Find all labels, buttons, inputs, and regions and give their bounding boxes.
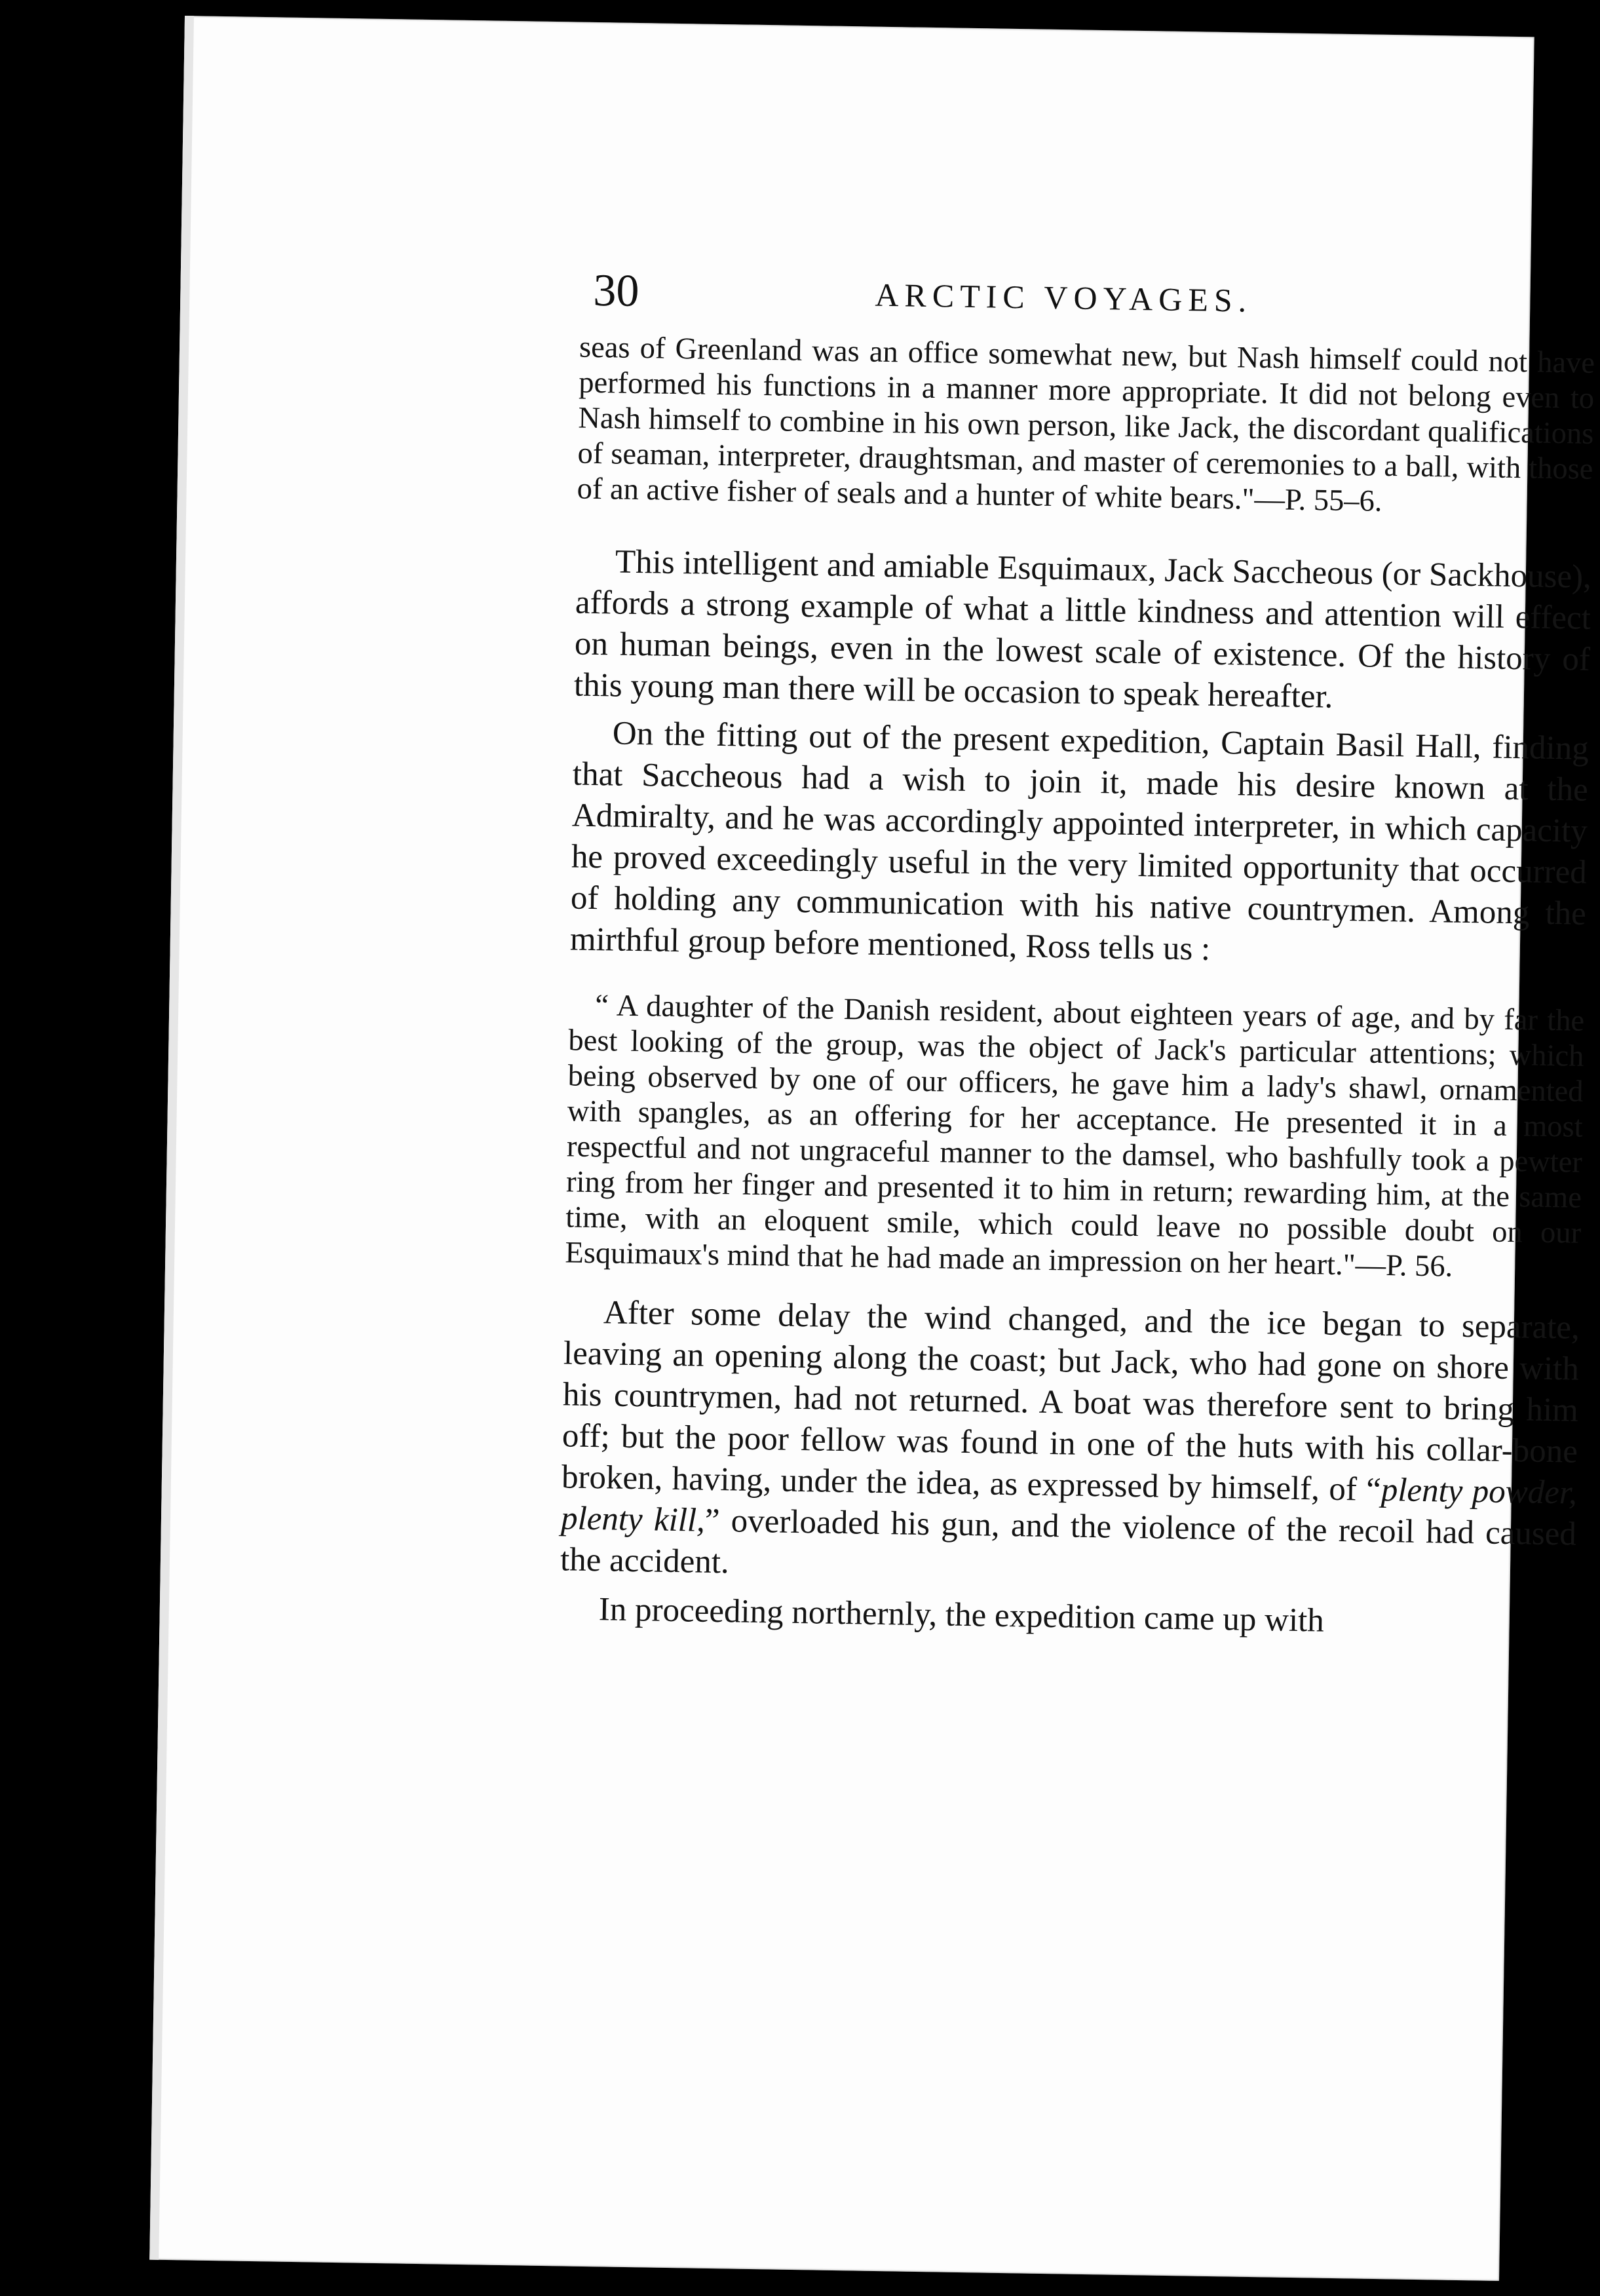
book-page [149,16,1595,2281]
paragraph-expedition: On the fitting out of the present expedition, Captain Basil Hall, finding that Saccheous had a wish to join it, made his desire known at the Admiralty, and he was accordingly appointed interpreter, in which capacity he proved exceedingly useful in the very limited opportunity that occurred of holding any communication with his native countrymen. Among the mirthful group before mentioned, Ross tells us : [569,715,1590,968]
running-head: ARCTIC VOYAGES. [875,276,1253,319]
paragraph-text-end: ” overloaded his gun, and the violence of the recoil had caused the accident. [560,1502,1577,1581]
page-body [559,330,1595,1646]
page-number: 30 [592,265,640,316]
paragraph-saccheous: This intelligent and amiable Esquimaux, Jack Saccheous (or Sackhouse), affords a strong example of what a little kindness and attention will effect on human beings, even in the lowest scale of existence. Of the history of this young man there will be occasion to speak hereafter. [573,543,1592,716]
italic-quote: plenty powder, plenty kill, [560,1471,1578,1539]
page-edge [149,16,194,2260]
paragraph-text-start: After some delay the wind changed, and the ice began to separate, leaving an opening along the coast; but Jack, who had gone on shore with his countrymen, had not returned. A boat was therefore sent to bring him off; but the poor fellow was found in one of the huts with his collar-bone broken, having, under the idea, as expressed by himself, of “ [561,1294,1580,1508]
page-header [180,232,1531,332]
quote-danish-resident: “ A daughter of the Danish resident, about eighteen years of age, and by far the best looking of the group, was the object of Jack's particular attentions; which being observed by one of our officers, he gave him a lady's shawl, ornamented with spangles, as an offering for her acceptance. He presented it in a most respectful and not ungraceful manner to the damsel, who bashfully took a pewter ring from her finger and presented it to him in return; rewarding him, at the same time, with an eloquent smile, which could leave no possible doubt on our Esquimaux's mind that he had made an impression on her heart."—P. 56. [565,989,1585,1284]
paragraph-wind-changed [560,1292,1580,1596]
paragraph-northernly: In proceeding northernly, the expedition came up with [598,1591,1325,1639]
quote-continuation: seas of Greenland was an office somewhat new, but Nash himself could not have performed his functions in a manner more appropriate. It did not belong even to Nash himself to combine in his own person, like Jack, the discordant qualifications of seaman, interpreter, draughtsman, and master of ceremonies to a ball, with those of an active fisher of seals and a hunter of white bears."—P. 55–6. [577,330,1595,518]
